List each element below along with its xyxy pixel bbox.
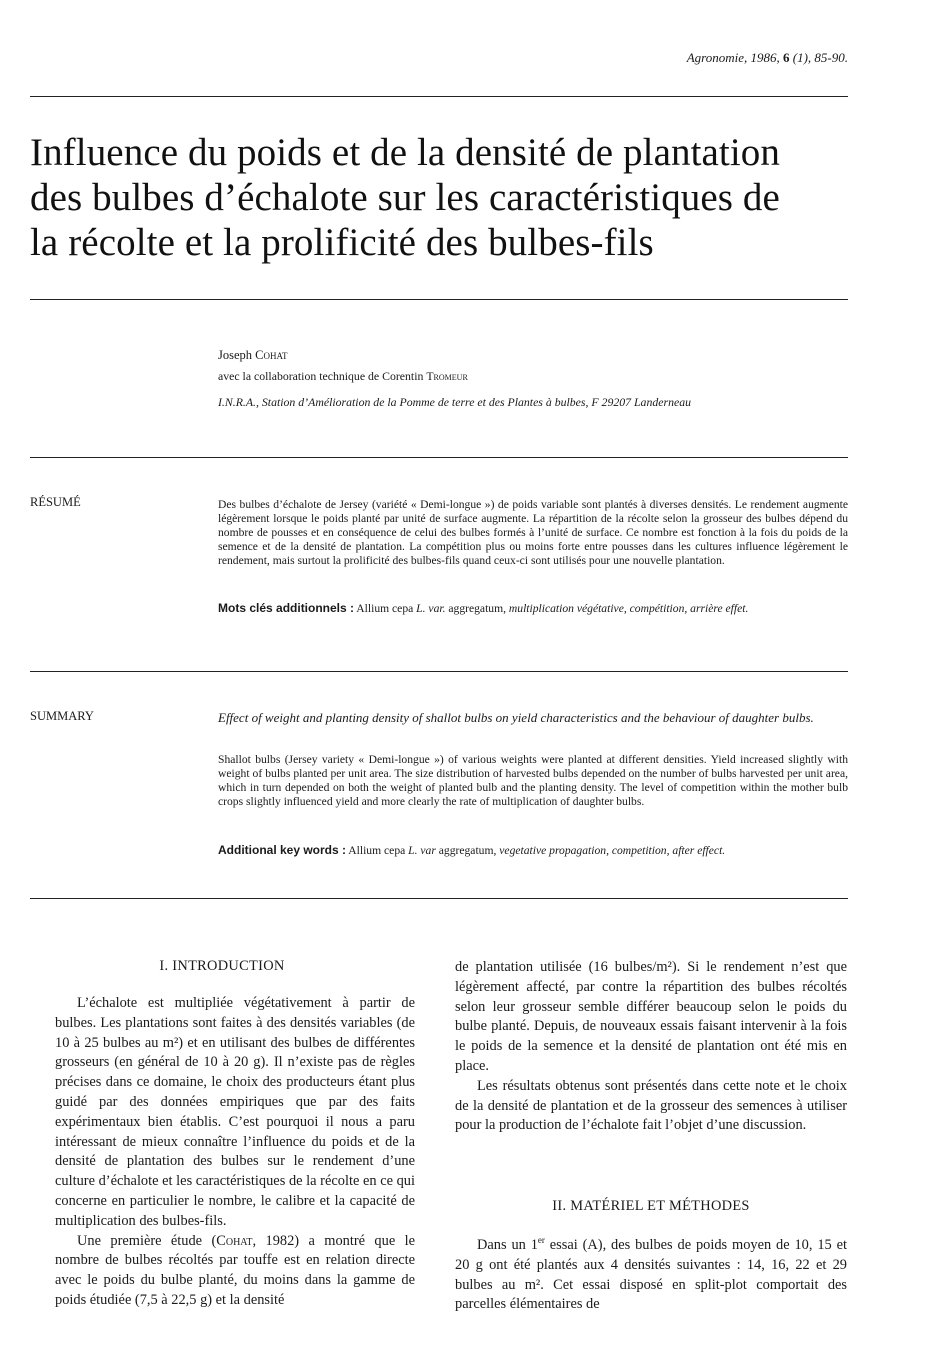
author-name: Joseph Cohat [218, 348, 288, 362]
resume-text: Des bulbes d’échalote de Jersey (variété « Demi-longue ») de poids variable sont plantés à diverses densités. Le rendement augmente légèrement lorsque le poids planté par unité de surface augmente. La répartition de la récolte selon la grosseur des bulbes dépend du nombre de pousses et en conséquence de celui des bulbes formés à l’unité de surface. Ce nombre est fonction à la fois du poids de la semence et de la densité de plantation. La compétition plus ou moins forte entre pousses dans les cultures influence légèrement le rendement, mais surtout la prolificité des bulbes-fils quand ceux-ci sont utilisés pour une nouvelle plantation. [218, 498, 848, 567]
summary-keywords: Additional key words : Allium cepa L. var aggregatum, vegetative propagation, competition, after effect. [218, 843, 726, 857]
summary-title: Effect of weight and planting density of shallot bulbs on yield characteristics and the behaviour of daughter bulbs. [218, 710, 814, 725]
introduction-left-column [55, 994, 415, 1311]
resume-keywords: Mots clés additionnels : Allium cepa L. var. aggregatum, multiplication végétative, compétition, arrière effet. [218, 601, 749, 615]
collaboration-line: avec la collaboration technique de Corentin Tromeur [218, 369, 468, 383]
resume-label: RÉSUMÉ [30, 495, 81, 509]
header-rule [30, 96, 848, 97]
summary-rule [30, 898, 848, 899]
summary-label: SUMMARY [30, 709, 94, 723]
authors-rule [30, 457, 848, 458]
methods-column [455, 1236, 847, 1315]
resume-rule [30, 671, 848, 672]
journal-citation: Agronomie, 1986, 6 (1), 85-90. [686, 50, 848, 65]
introduction-right-column [455, 958, 847, 1136]
intro-paragraph-3: de plantation utilisée (16 bulbes/m²). Si le rendement n’est que légèrement affecté, par contre la répartition des bulbes récoltés selon leur grosseur semble différer beaucoup selon le poids du bulbe planté. Depuis, de nouveaux essais faisant intervenir à la fois le poids de la semence et la densité de plantation ont été mis en place. [455, 959, 847, 1074]
intro-paragraph-2: Une première étude (Cohat, 1982) a montré que le nombre de bulbes récoltés par touffe est en relation directe avec le poids du bulbe planté, du moins dans la gamme de poids étudiée (7,5 à 22,5 g) et la densité [55, 1232, 415, 1308]
introduction-heading: I. INTRODUCTION [159, 958, 285, 974]
volume-number: 6 [783, 50, 790, 65]
intro-paragraph-4: Les résultats obtenus sont présentés dans cette note et le choix de la densité de plantation et de la grosseur des semences à utiliser pour la production de l’échalote fait l’objet d’une discussion. [455, 1077, 847, 1134]
methods-heading: II. MATÉRIEL ET MÉTHODES [552, 1198, 750, 1214]
summary-text: Shallot bulbs (Jersey variety « Demi-longue ») of various weights were planted at different densities. Yield increased slightly with weight of bulbs planted per unit area. The size distribution of harvested bulbs depended on the number of bulbs harvested per unit area, which in turn depended on both the weight of planted bulb and the planting density. The level of competition within the mother bulb crops slightly influenced yield and more clearly the rate of multiplication of daughter bulbs. [218, 753, 848, 808]
journal-name: Agronomie, [686, 50, 748, 65]
article-title: Influence du poids et de la densité de plantation des bulbes d’échalote sur les caractéristiques de la récolte et la prolificité des bulbes-fils [30, 131, 780, 264]
affiliation: I.N.R.A., Station d’Amélioration de la Pomme de terre et des Plantes à bulbes, F 29207 Landerneau [218, 395, 692, 409]
title-rule [30, 299, 848, 300]
methods-paragraph-1: Dans un 1er essai (A), des bulbes de poids moyen de 10, 15 et 20 g ont été plantés aux 4 densités suivantes : 14, 16, 22 et 29 bulbes au m². Cet essai disposé en split-plot comportait des parcelles élémentaires de [455, 1235, 847, 1313]
intro-paragraph-1: L’échalote est multipliée végétativement à partir de bulbes. Les plantations sont faites à des densités variables (de 10 à 25 bulbes au m²) et en utilisant des bulbes de différentes grosseurs (en général de 10 à 20 g). Il n’existe pas de règles précises dans ce domaine, le choix des producteurs étant plus guidé par des données empiriques que par des faits expérimentaux bien établis. C’est pourquoi il nous a paru intéressant de mieux connaître l’influence du poids et de la densité de plantation des bulbes sur le rendement d’une culture d’échalote et les caractéristiques de la récolte en ce qui concerne en particulier le nombre, le calibre et la capacité de multiplication des bulbes-fils. [55, 995, 415, 1229]
